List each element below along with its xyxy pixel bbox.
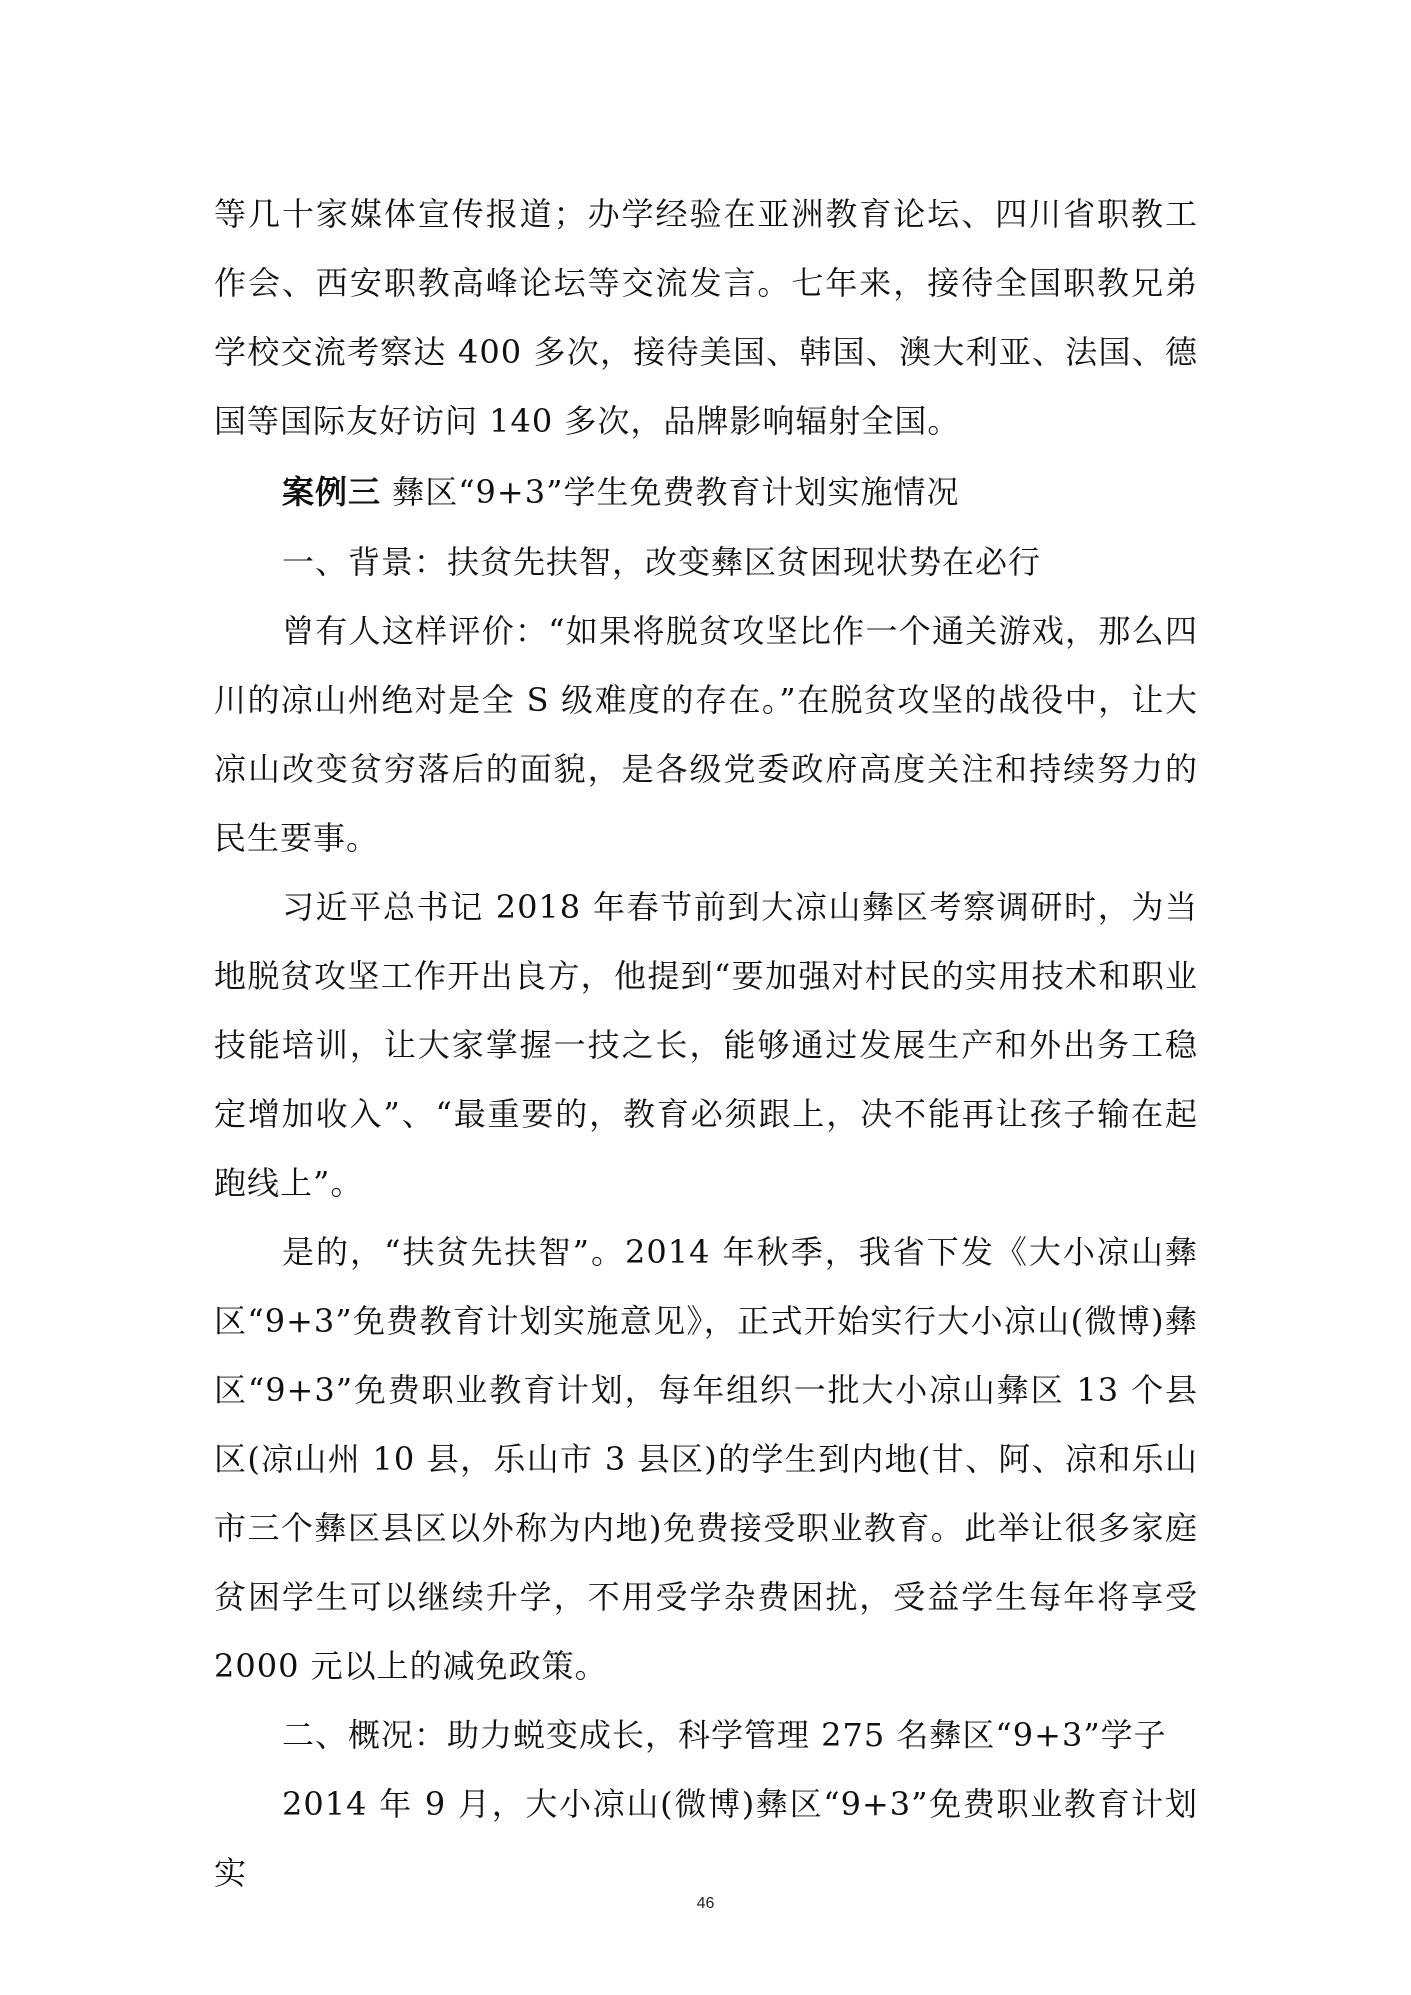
section-heading-background: 一、背景：扶贫先扶智，改变彝区贫困现状势在必行 [282,543,1042,581]
case-title-text: 彝区“9+3”学生免费教育计划实施情况 [381,473,960,511]
paragraph-continued: 等几十家媒体宣传报道；办学经验在亚洲教育论坛、四川省职教工作会、西安职教高峰论坛等交流发言。七年来，接待全国职教兄弟学校交流考察达 400 多次，接待美国、韩国、澳大利亚、法国、德国等国际友好访问 140 多次，品牌影响辐射全国。 [214,195,1198,440]
paragraph-xi-visit: 习近平总书记 2018 年春节前到大凉山彝区考察调研时，为当地脱贫攻坚工作开出良方，他提到“要加强对村民的实用技术和职业技能培训，让大家掌握一技之长，能够通过发展生产和外出务工稳定增加收入”、“最重要的，教育必须跟上，决不能再让孩子输在起跑线上”。 [214,888,1198,1202]
paragraph-evaluation-quote: 曾有人这样评价：“如果将脱贫攻坚比作一个通关游戏，那么四川的凉山州绝对是全 S 级难度的存在。”在脱贫攻坚的战役中，让大凉山改变贫穷落后的面貌，是各级党委政府高度关注和持续努力的民生要事。 [214,612,1198,857]
paragraph-policy: 是的，“扶贫先扶智”。2014 年秋季，我省下发《大小凉山彝区“9+3”免费教育计划实施意见》，正式开始实行大小凉山(微博)彝区“9+3”免费职业教育计划，每年组织一批大小凉山彝区 13 个县区(凉山州 10 县，乐山市 3 县区)的学生到内地(甘、阿、凉和乐山市三个彝区县区以外称为内地)免费接受职业教育。此举让很多家庭贫困学生可以继续升学，不用受学杂费困扰，受益学生每年将享受 2000 元以上的减免政策。 [214,1233,1198,1685]
case-label: 案例三 [282,473,382,511]
case-title [214,456,1198,528]
page-number: 46 [696,1895,715,1912]
page-body [214,180,1198,1908]
section-heading-overview: 二、概况：助力蜕变成长，科学管理 275 名彝区“9+3”学子 [282,1716,1167,1754]
paragraph-overview-start: 2014 年 9 月，大小凉山(微博)彝区“9+3”免费职业教育计划实 [214,1785,1198,1892]
